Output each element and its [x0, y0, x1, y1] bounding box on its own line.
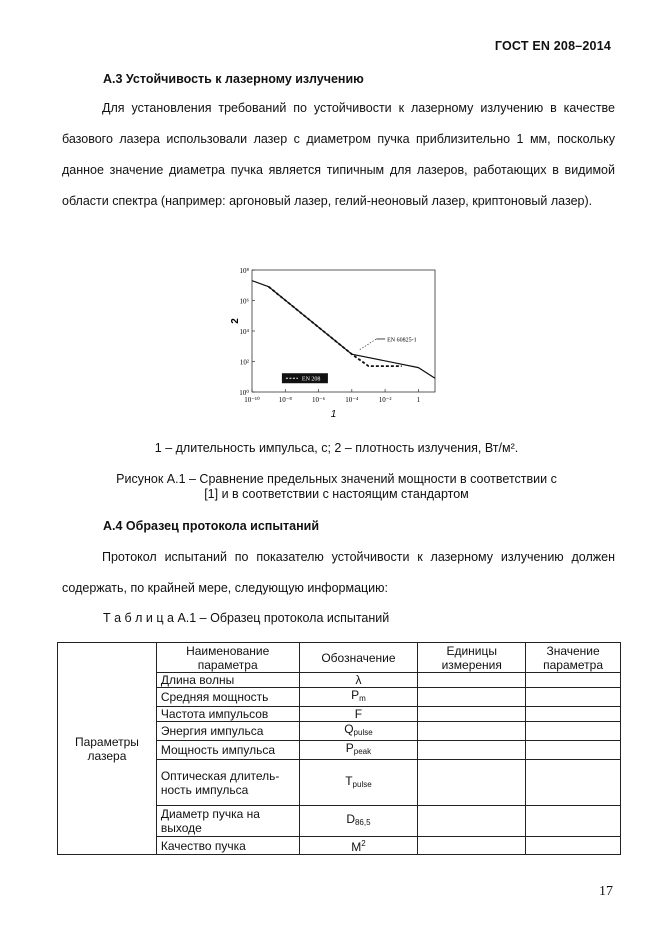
param-value[interactable] — [526, 722, 621, 741]
y-tick-label: 10² — [239, 358, 249, 367]
section-a4-text: Протокол испытаний по показателю устойчивости к лазерному излучению должен содержать, по крайней мере, следующую информацию: — [62, 550, 615, 595]
x-tick-label: 10⁻⁴ — [345, 396, 359, 404]
param-value[interactable] — [526, 707, 621, 722]
param-name: Мощность импульса — [156, 741, 299, 760]
param-name: Качество пучка — [156, 837, 299, 855]
param-value[interactable] — [526, 837, 621, 855]
param-symbol: $T_{pulse}$ — [299, 760, 418, 806]
x-tick-label: 1 — [416, 396, 421, 404]
x-axis-label: 1 — [330, 409, 337, 420]
y-tick-label: 10⁴ — [239, 328, 249, 336]
param-value[interactable] — [526, 760, 621, 806]
y-tick-label: 10⁶ — [239, 297, 249, 306]
chart-svg — [230, 262, 440, 422]
param-symbol: $P_m$ — [299, 688, 418, 707]
legend-leader — [360, 339, 377, 350]
legend-label-en60825: EN 60825-1 — [387, 337, 417, 344]
section-a4-title: А.4 Образец протокола испытаний — [103, 519, 320, 533]
param-value[interactable] — [526, 673, 621, 688]
param-units[interactable] — [418, 806, 526, 837]
param-name: Диаметр пучка на выходе — [156, 806, 299, 837]
figure-caption-line1: Рисунок А.1 – Сравнение предельных значений мощности в соответствии с — [116, 472, 557, 486]
param-symbol: $P_{peak}$ — [299, 741, 418, 760]
x-tick-label: 10⁻⁸ — [278, 396, 292, 404]
param-units[interactable] — [418, 741, 526, 760]
row-group-label: Параметры лазера — [58, 643, 157, 855]
param-symbol: $D_{86,5}$ — [299, 806, 418, 837]
param-units[interactable] — [418, 722, 526, 741]
param-units[interactable] — [418, 760, 526, 806]
section-a3-paragraph — [62, 93, 615, 217]
param-symbol: F — [299, 707, 418, 722]
x-tick-label: 10⁻¹⁰ — [244, 396, 260, 404]
param-symbol: λ — [299, 673, 418, 688]
param-units[interactable] — [418, 707, 526, 722]
y-axis-label: 2 — [230, 318, 241, 324]
section-a3-text: Для установления требований по устойчивости к лазерному излучению в качестве базового лазера использовали лазер с диаметром пучка приблизительно 1 мм, поскольку данное значение диаметра пучка является типичным для лазеров, работающих в видимой области спектра (например: аргоновый лазер, гелий-неоновый лазер, криптоновый лазер). — [62, 101, 615, 208]
x-tick-label: 10⁻² — [378, 396, 392, 404]
param-name: Частота импульсов — [156, 707, 299, 722]
section-a4-paragraph — [62, 542, 615, 604]
series-line-1 — [269, 287, 402, 366]
header-value: Значение параметра — [526, 643, 621, 673]
figure-a1-chart — [230, 262, 440, 422]
param-value[interactable] — [526, 688, 621, 707]
x-tick-label: 10⁻⁶ — [311, 396, 326, 404]
legend-label-en208: EN 208 — [301, 376, 321, 383]
page-number: 17 — [599, 884, 613, 899]
figure-legend-caption: 1 – длительность импульса, с; 2 – плотность излучения, Вт/м². — [154, 441, 519, 455]
header-units: Единицы измерения — [418, 643, 526, 673]
param-value[interactable] — [526, 806, 621, 837]
param-value[interactable] — [526, 741, 621, 760]
param-units[interactable] — [418, 688, 526, 707]
param-symbol: $Q_{pulse}$ — [299, 722, 418, 741]
plot-frame — [252, 270, 435, 392]
y-tick-label: 10⁸ — [239, 267, 249, 275]
test-protocol-table — [57, 642, 621, 855]
figure-caption-line2: [1] и в соответствии с настоящим стандартом — [204, 487, 469, 501]
y-tick-label: 10⁰ — [239, 389, 249, 397]
series-line-0 — [252, 281, 435, 379]
header-name: Наименование параметра — [156, 643, 299, 673]
table-header-row — [58, 643, 621, 673]
param-name: Длина волны — [156, 673, 299, 688]
section-a3-title: А.3 Устойчивость к лазерному излучению — [103, 72, 364, 86]
param-name: Оптическая длитель-ность импульса — [156, 760, 299, 806]
document-code: ГОСТ EN 208–2014 — [494, 39, 611, 53]
param-units[interactable] — [418, 837, 526, 855]
param-symbol: $M^2$ — [299, 837, 418, 855]
param-units[interactable] — [418, 673, 526, 688]
table-title: Т а б л и ц а А.1 – Образец протокола испытаний — [103, 611, 390, 625]
header-symbol: Обозначение — [299, 643, 418, 673]
param-name: Средняя мощность — [156, 688, 299, 707]
param-name: Энергия импульса — [156, 722, 299, 741]
